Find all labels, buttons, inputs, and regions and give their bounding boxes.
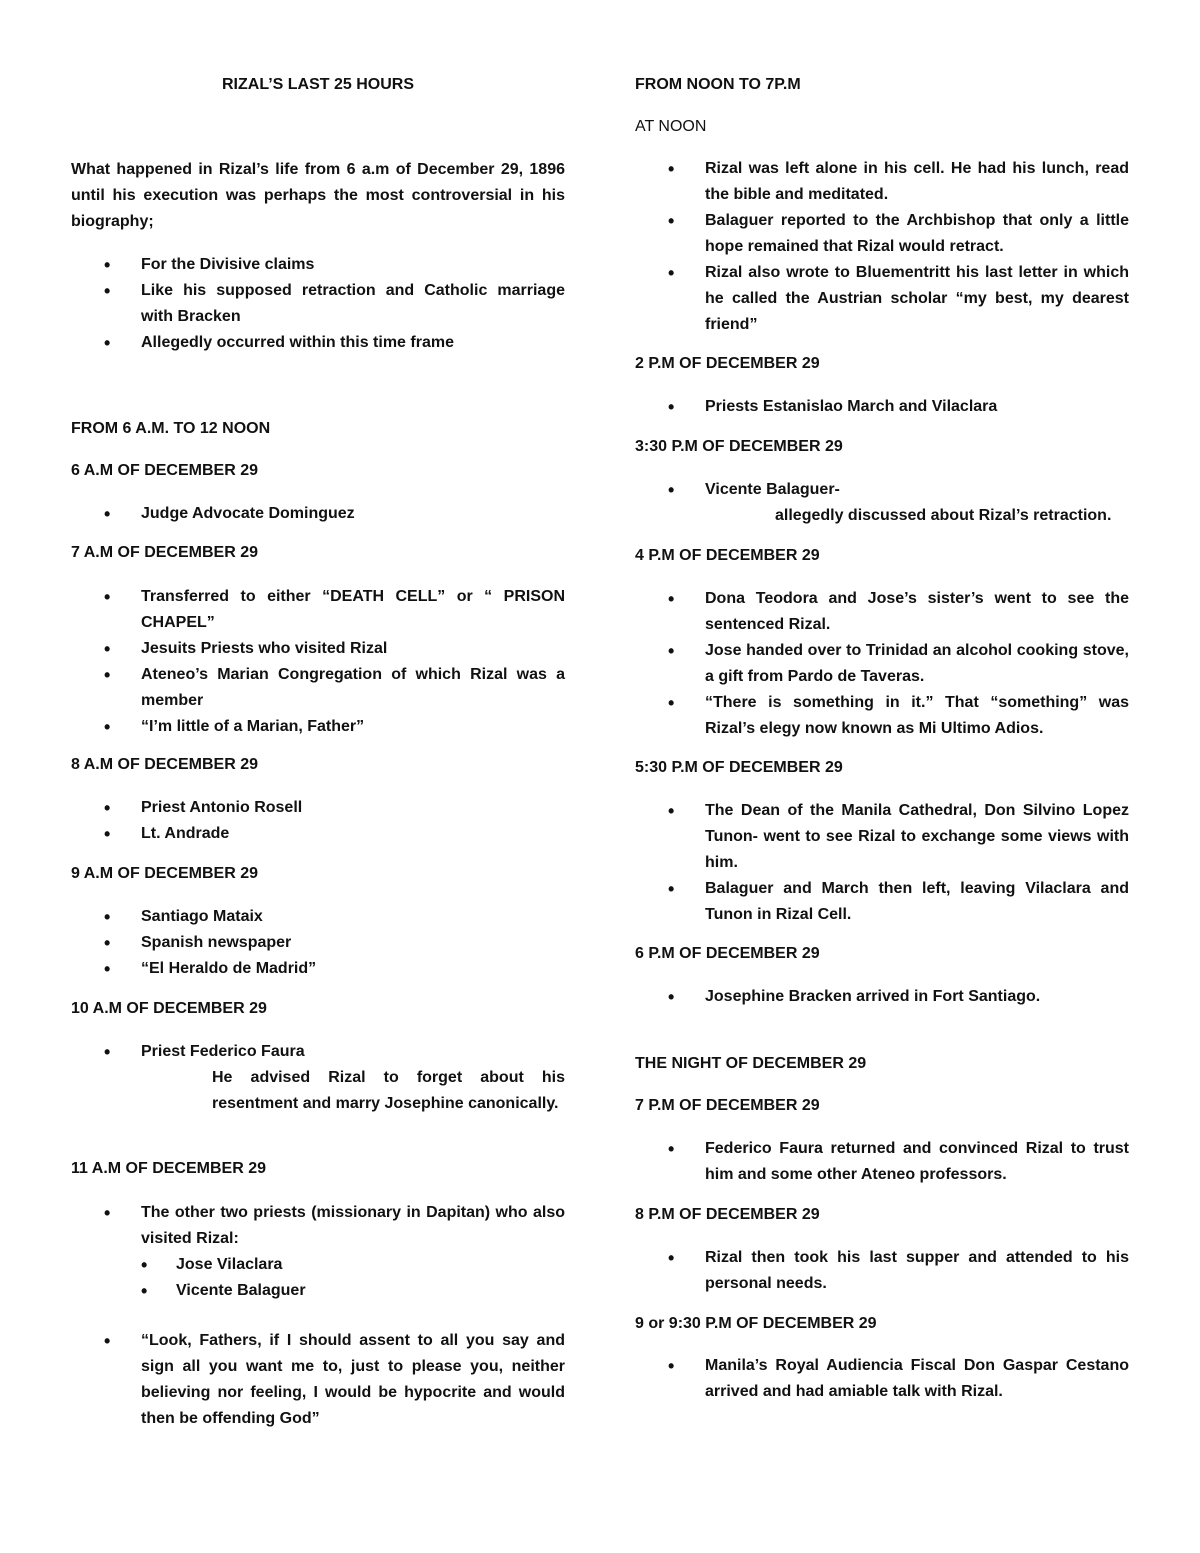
list-item: • Judge Advocate Dominguez <box>71 501 565 527</box>
time-heading: 6 A.M OF DECEMBER 29 <box>71 462 258 479</box>
list-item: • Manila’s Royal Audiencia Fiscal Don Gaspar Cestano arrived and had amiable talk with Rizal. <box>635 1353 1129 1405</box>
bullet-list <box>635 798 1129 928</box>
list-item: • Balaguer reported to the Archbishop that only a little hope remained that Rizal would retract. <box>635 208 1129 260</box>
section-heading: FROM 6 A.M. TO 12 NOON <box>71 420 271 437</box>
sub-bullet-list <box>141 1252 565 1304</box>
sub-list-item: • Jose Vilaclara <box>141 1252 565 1278</box>
time-heading: 7 A.M OF DECEMBER 29 <box>71 544 258 561</box>
time-heading: 9 or 9:30 P.M OF DECEMBER 29 <box>635 1315 877 1332</box>
list-item: • “I’m little of a Marian, Father” <box>71 714 565 740</box>
bullet-list <box>71 904 565 982</box>
bullet-list <box>635 1245 1129 1297</box>
section-heading: THE NIGHT OF DECEMBER 29 <box>635 1055 867 1072</box>
time-heading: 8 P.M OF DECEMBER 29 <box>635 1206 820 1223</box>
bullet-list <box>635 156 1129 338</box>
intro-bullet-list <box>71 252 565 356</box>
time-heading: 4 P.M OF DECEMBER 29 <box>635 547 820 564</box>
document-title: RIZAL’S LAST 25 HOURS <box>221 76 415 93</box>
time-heading: 8 A.M OF DECEMBER 29 <box>71 756 258 773</box>
time-heading: 3:30 P.M OF DECEMBER 29 <box>635 438 843 455</box>
section-heading: FROM NOON TO 7P.M <box>635 76 801 93</box>
list-item: • Spanish newspaper <box>71 930 565 956</box>
list-item: • Allegedly occurred within this time frame <box>71 330 565 356</box>
bullet-list <box>635 984 1129 1010</box>
list-item: • Transferred to either “DEATH CELL” or “ PRISON CHAPEL” <box>71 584 565 636</box>
list-item: • “El Heraldo de Madrid” <box>71 956 565 982</box>
list-item: • Priest Antonio Rosell <box>71 795 565 821</box>
list-item: • Rizal also wrote to Bluementritt his last letter in which he called the Austrian scholar “my best, my dearest friend” <box>635 260 1129 338</box>
list-item: • For the Divisive claims <box>71 252 565 278</box>
list-item: • Balaguer and March then left, leaving Vilaclara and Tunon in Rizal Cell. <box>635 876 1129 928</box>
bullet-list <box>71 1039 565 1065</box>
list-item: • Santiago Mataix <box>71 904 565 930</box>
bullet-list <box>635 477 1129 503</box>
time-heading: 6 P.M OF DECEMBER 29 <box>635 945 820 962</box>
list-item: • “Look, Fathers, if I should assent to all you say and sign all you want me to, just to please you, neither believing nor feeling, I would be hypocrite and would then be offending God” <box>71 1328 565 1432</box>
time-heading: 9 A.M OF DECEMBER 29 <box>71 865 258 882</box>
list-item: • Ateneo’s Marian Congregation of which Rizal was a member <box>71 662 565 714</box>
list-item: • The Dean of the Manila Cathedral, Don Silvino Lopez Tunon- went to see Rizal to exchange some views with him. <box>635 798 1129 876</box>
intro-paragraph: What happened in Rizal’s life from 6 a.m of December 29, 1896 until his execution was perhaps the most controversial in his biography; <box>71 161 565 230</box>
time-heading: 7 P.M OF DECEMBER 29 <box>635 1097 820 1114</box>
bullet-list <box>71 501 565 527</box>
list-item: • Josephine Bracken arrived in Fort Santiago. <box>635 984 1129 1010</box>
bullet-list <box>71 584 565 740</box>
bullet-list <box>71 1328 565 1432</box>
note-text: allegedly discussed about Rizal’s retraction. <box>775 507 1112 524</box>
list-item: • Lt. Andrade <box>71 821 565 847</box>
sub-list-item: • Vicente Balaguer <box>141 1278 565 1304</box>
list-item: • Jose handed over to Trinidad an alcohol cooking stove, a gift from Pardo de Taveras. <box>635 638 1129 690</box>
time-heading: AT NOON <box>635 118 707 135</box>
time-heading: 5:30 P.M OF DECEMBER 29 <box>635 759 843 776</box>
bullet-list <box>635 1136 1129 1188</box>
list-item: • Vicente Balaguer- <box>635 477 1129 503</box>
list-item: • Priests Estanislao March and Vilaclara <box>635 394 1129 420</box>
bullet-list <box>635 586 1129 742</box>
bullet-list <box>71 795 565 847</box>
list-item: • Priest Federico Faura <box>71 1039 565 1065</box>
list-item: • Dona Teodora and Jose’s sister’s went to see the sentenced Rizal. <box>635 586 1129 638</box>
time-heading: 11 A.M OF DECEMBER 29 <box>71 1160 267 1177</box>
list-item: • Rizal then took his last supper and attended to his personal needs. <box>635 1245 1129 1297</box>
list-item: • Like his supposed retraction and Catholic marriage with Bracken <box>71 278 565 330</box>
bullet-list <box>635 1353 1129 1405</box>
time-heading: 2 P.M OF DECEMBER 29 <box>635 355 820 372</box>
list-item: • Rizal was left alone in his cell. He had his lunch, read the bible and meditated. <box>635 156 1129 208</box>
list-item: • Federico Faura returned and convinced Rizal to trust him and some other Ateneo professors. <box>635 1136 1129 1188</box>
list-item <box>71 1200 565 1304</box>
note-text: He advised Rizal to forget about his resentment and marry Josephine canonically. <box>212 1069 565 1112</box>
list-item: • Jesuits Priests who visited Rizal <box>71 636 565 662</box>
list-item-text: The other two priests (missionary in Dapitan) who also visited Rizal: <box>141 1204 565 1247</box>
list-item: • “There is something in it.” That “something” was Rizal’s elegy now known as Mi Ultimo Adios. <box>635 690 1129 742</box>
bullet-list <box>635 394 1129 420</box>
time-heading: 10 A.M OF DECEMBER 29 <box>71 1000 267 1017</box>
bullet-list <box>71 1200 565 1304</box>
